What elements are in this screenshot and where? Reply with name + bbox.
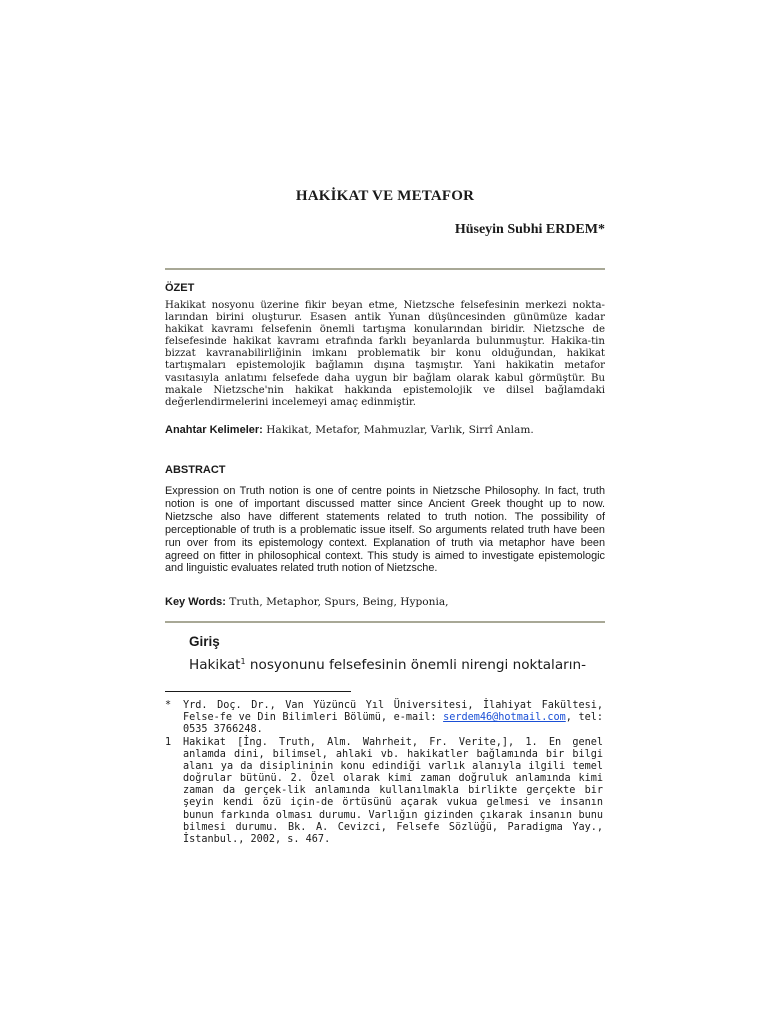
footnote-divider — [165, 691, 351, 692]
footnote-body — [183, 700, 603, 736]
email-link[interactable]: serdem46@hotmail.com — [443, 712, 566, 724]
intro-heading: Giriş — [189, 634, 220, 649]
footnote-mark: 1 — [165, 737, 172, 748]
footnote-body: Hakikat [İng. Truth, Alm. Wahrheit, Fr. Verite,], 1. En genel anlamda dini, bilimsel, ahlaki vb. hakikatler bağlamında bir bilgi alanı ya da disiplininin konu edindiği varlık alanıyla ilgili temel doğrular bütünü. 2. Özel olarak kimi zaman doğruluk anlamında kimi zaman da gerçek-lik anlamında kullanılmakla birlikte gerçekte bir şeyin kendi özü için-de örtüsünü açarak vukua gelmesi ve insanın bunun farkında olması durumu. Varlığın gizinden çıkarak insanın bunu bilmesi durumu. Bk. A. Cevizci, Felsefe Sözlüğü, Paradigma Yay., İstanbul., 2002, s. 467. — [183, 737, 603, 845]
intro-text — [189, 657, 609, 673]
footnote-text: , tel: 0535 3766248. — [183, 712, 603, 736]
keywords-label: Key Words: — [165, 596, 226, 608]
ozet-heading: ÖZET — [165, 282, 195, 294]
author-name: Hüseyin Subhi ERDEM* — [454, 222, 605, 237]
ozet-text: Hakikat nosyonu üzerine fikir beyan etme, Nietzsche felsefesinin merkezi nokta-larından birini oluşturur. Esasen antik Yunan düşüncesinden günümüze kadar hakikat kavramı felsefenin önemli tartışma konularından biridir. Nietzsche de felsefesinde hakikat kavramı etrafında farklı beyanlarda bulunmuştur. Hakika-tin bizzat kavranabilirliğinin imkanı problematik bir konu olduğundan, hakikat tartışmaları epistemolojik bağlamın dışına taşmıştır. Yani hakikatin metafor vasıtasıyla anlatımı felsefede daha uygun bir bağlam olarak kabul görmüştür. Bu makale Nietzsche'nin hakikat hakkında epistemolojik ve dilsel bağlamdaki değerlendirmelerini incelemeyi amaç edinmiştir. — [165, 300, 605, 408]
key-words — [165, 596, 605, 608]
paper-title: HAKİKAT VE METAFOR — [295, 188, 475, 204]
footnote-text: Yrd. Doç. Dr., Van Yüzüncü Yıl Üniversitesi, İlahiyat Fakültesi, Felse-fe ve Din Bilimleri Bölümü, e-mail: — [183, 700, 603, 724]
footnote-1 — [165, 737, 605, 846]
abstract-text: Expression on Truth notion is one of centre points in Nietzsche Philosophy. In fact, truth notion is one of important discussed matter since Ancient Greek thought up to now. Nietzsche also have different statements related to truth notion. The possibility of perceptionable of truth is a problematic issue itself. So arguments related truth have been run over from its epistemology context. Explanation of truth via metaphor have been agreed on fitter in philosophical context. This study is aimed to investigate epistemologic and linguistic evaluates related truth notion of Nietzsche. — [165, 485, 605, 575]
abstract-heading: ABSTRACT — [165, 464, 226, 476]
section-divider — [165, 621, 605, 623]
footnote-ref[interactable]: 1 — [240, 657, 246, 666]
footnote-mark: * — [165, 700, 172, 711]
section-divider — [165, 268, 605, 270]
intro-text-end: nosyonunu felsefesinin önemli nirengi noktaların- — [245, 657, 587, 673]
keywords-label: Anahtar Kelimeler: — [165, 424, 263, 436]
keywords-value: Hakikat, Metafor, Mahmuzlar, Varlık, Sirrî Anlam. — [266, 424, 534, 436]
intro-text-start: Hakikat — [189, 657, 241, 673]
footnote-author — [165, 700, 605, 736]
keywords-value: Truth, Metaphor, Spurs, Being, Hyponia, — [229, 596, 449, 608]
anahtar-kelimeler — [165, 424, 605, 436]
